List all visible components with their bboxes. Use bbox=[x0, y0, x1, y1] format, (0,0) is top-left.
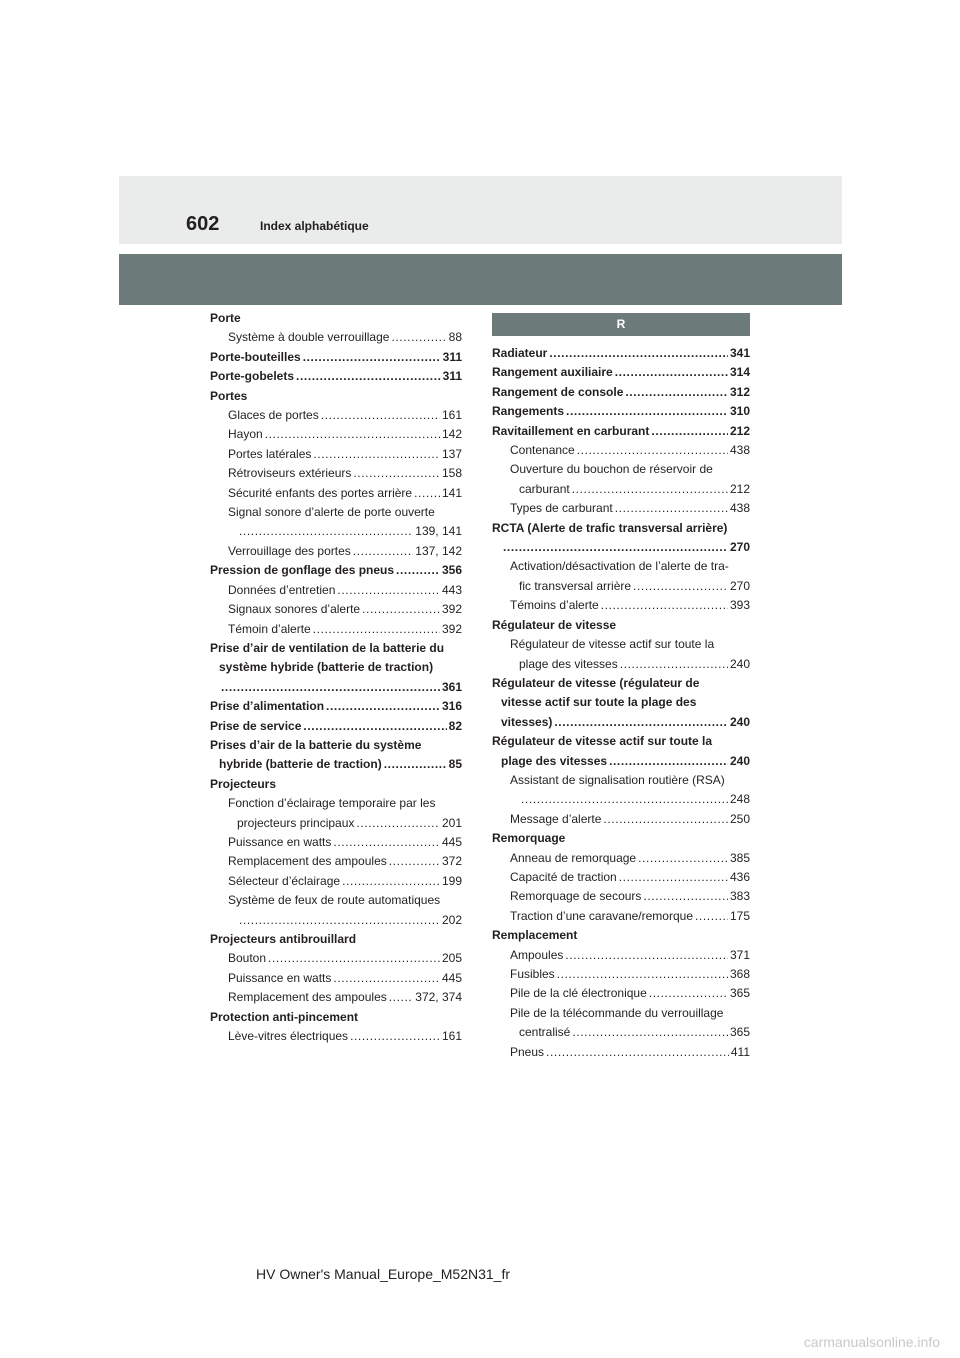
index-entry-page: 438 bbox=[729, 443, 750, 458]
dot-leader bbox=[303, 348, 441, 367]
dot-leader bbox=[296, 367, 441, 386]
index-entry-page: 248 bbox=[729, 792, 750, 807]
index-entry-term: plage des vitesses bbox=[501, 753, 608, 768]
index-entry-term: Ravitaillement en carburant bbox=[492, 423, 650, 438]
index-entry-term: Rétroviseurs extérieurs bbox=[228, 466, 352, 481]
dot-leader bbox=[625, 383, 728, 402]
index-entry bbox=[210, 988, 462, 1007]
index-entry-term: Remplacement des ampoules bbox=[228, 990, 387, 1005]
index-entry-page: 142 bbox=[441, 427, 462, 442]
index-entry bbox=[492, 480, 750, 499]
dot-leader bbox=[577, 441, 728, 460]
index-entry-term: Régulateur de vitesse actif sur toute la bbox=[510, 637, 715, 652]
index-entry bbox=[492, 383, 750, 402]
index-entry-page: 365 bbox=[729, 986, 750, 1001]
index-entry-term: carburant bbox=[519, 481, 570, 496]
dot-leader bbox=[620, 655, 728, 674]
index-entry-page: 175 bbox=[729, 908, 750, 923]
dot-leader bbox=[396, 561, 440, 580]
dot-leader bbox=[265, 425, 440, 444]
index-entry-term: Régulateur de vitesse (régulateur de bbox=[492, 675, 700, 690]
index-entry-term: Hayon bbox=[228, 427, 263, 442]
dot-leader bbox=[603, 810, 728, 829]
index-entry-page: 137, 142 bbox=[415, 543, 462, 558]
index-entry-term: Prise de service bbox=[210, 718, 302, 733]
index-entry-term: Projecteurs bbox=[210, 776, 277, 791]
page-number: 602 bbox=[186, 213, 220, 235]
index-entry bbox=[492, 849, 750, 868]
index-entry bbox=[210, 425, 462, 444]
index-entry-term: Pneus bbox=[510, 1044, 545, 1059]
index-entry bbox=[210, 387, 462, 406]
index-entry-term: Rangement auxiliaire bbox=[492, 365, 613, 380]
index-entry bbox=[492, 1043, 750, 1062]
index-entry-page: 161 bbox=[441, 408, 462, 423]
index-entry bbox=[492, 926, 750, 945]
dot-leader bbox=[615, 499, 728, 518]
index-entry-term: fic transversal arrière bbox=[519, 578, 632, 593]
dot-leader bbox=[313, 620, 440, 639]
index-entry-term: Prise d’air de ventilation de la batterie du bbox=[210, 640, 445, 655]
dot-leader bbox=[221, 678, 440, 697]
dot-leader bbox=[643, 887, 728, 906]
index-entry-page: 202 bbox=[441, 912, 462, 927]
index-entry-page: 311 bbox=[442, 349, 462, 364]
index-entry-term: Radiateur bbox=[492, 346, 548, 360]
index-entry-term: vitesses) bbox=[501, 714, 553, 729]
index-entry-page: 392 bbox=[441, 602, 462, 617]
index-entry-page: 82 bbox=[448, 718, 462, 733]
dot-leader bbox=[572, 1023, 728, 1042]
dot-leader bbox=[350, 1027, 440, 1046]
watermark: carmanualsonline.info bbox=[803, 1334, 940, 1350]
dot-leader bbox=[414, 484, 440, 503]
dot-leader bbox=[633, 577, 728, 596]
index-entry bbox=[210, 814, 462, 833]
index-entry-term: Message d’alerte bbox=[510, 811, 602, 826]
dot-leader bbox=[353, 542, 414, 561]
index-entry-term: Fusibles bbox=[510, 967, 555, 981]
index-entry bbox=[210, 872, 462, 891]
index-entry bbox=[492, 693, 750, 712]
index-entry bbox=[210, 833, 462, 852]
index-entry-term: vitesse actif sur toute la plage des bbox=[501, 695, 697, 710]
dot-leader bbox=[326, 697, 440, 716]
index-entry-term: Témoin d’alerte bbox=[228, 621, 311, 636]
index-entry-page: 240 bbox=[729, 753, 750, 768]
index-entry-term: Remorquage bbox=[492, 831, 566, 846]
index-entry bbox=[492, 829, 750, 848]
index-entry-page: 250 bbox=[729, 811, 750, 826]
dot-leader bbox=[651, 422, 728, 441]
index-entry-page: 201 bbox=[441, 815, 462, 830]
dot-leader bbox=[333, 969, 440, 988]
dot-leader bbox=[333, 833, 440, 852]
index-entry-term: Fonction d’éclairage temporaire par les bbox=[228, 796, 436, 811]
index-entry-term: Verrouillage des portes bbox=[228, 543, 351, 558]
index-entry bbox=[492, 674, 750, 693]
dot-leader bbox=[342, 872, 440, 891]
index-entry-term: Activation/désactivation de l’alerte de tra- bbox=[510, 559, 729, 574]
index-entry bbox=[492, 557, 750, 576]
footer-text: HV Owner's Manual_Europe_M52N31_fr bbox=[256, 1266, 511, 1282]
index-entry-page: 411 bbox=[730, 1044, 750, 1059]
index-entry bbox=[492, 344, 750, 363]
index-entry-page: 139, 141 bbox=[415, 524, 462, 539]
index-entry-term: Remorquage de secours bbox=[510, 889, 642, 904]
dot-leader bbox=[546, 1043, 729, 1062]
index-entry bbox=[210, 736, 462, 755]
index-entry-term: Sécurité enfants des portes arrière bbox=[228, 485, 413, 500]
index-entry bbox=[492, 713, 750, 732]
dot-leader bbox=[601, 596, 728, 615]
index-entry bbox=[210, 581, 462, 600]
index-column-right bbox=[492, 313, 750, 1062]
index-entry-term: Ouverture du bouchon de réservoir de bbox=[510, 462, 713, 477]
index-letter-bar: R bbox=[492, 313, 750, 336]
index-entry-page: 161 bbox=[441, 1029, 462, 1044]
index-entry-term: Ampoules bbox=[510, 947, 564, 962]
index-entry-page: 158 bbox=[441, 466, 462, 481]
index-entry bbox=[492, 790, 750, 809]
dot-leader bbox=[695, 907, 728, 926]
index-entry-page: 270 bbox=[729, 540, 750, 555]
dot-leader bbox=[239, 522, 413, 541]
index-entry-page: 392 bbox=[441, 621, 462, 636]
index-entry bbox=[210, 561, 462, 580]
index-entry-term: Glaces de portes bbox=[228, 408, 319, 423]
dot-leader bbox=[638, 849, 728, 868]
index-entry-page: 311 bbox=[442, 369, 462, 384]
index-entry bbox=[492, 422, 750, 441]
index-entry bbox=[210, 794, 462, 813]
index-entry bbox=[492, 460, 750, 479]
index-entry-page: 88 bbox=[448, 330, 462, 345]
index-entry bbox=[210, 522, 462, 541]
index-entry bbox=[210, 406, 462, 425]
index-entry bbox=[210, 484, 462, 503]
index-entry bbox=[210, 717, 462, 736]
index-entry-page: 445 bbox=[441, 970, 462, 985]
index-entry-term: Puissance en watts bbox=[228, 970, 332, 985]
index-entry-page: 383 bbox=[729, 889, 750, 904]
index-entry bbox=[492, 596, 750, 615]
index-entry-term: Porte-bouteilles bbox=[210, 349, 301, 364]
index-entry bbox=[492, 402, 750, 421]
index-entry bbox=[492, 519, 750, 538]
index-entry-term: Porte-gobelets bbox=[210, 369, 295, 384]
index-entry bbox=[210, 1027, 462, 1046]
index-entry-term: Régulateur de vitesse bbox=[492, 617, 617, 632]
index-entry-term: Témoins d’alerte bbox=[510, 598, 599, 613]
dot-leader bbox=[313, 445, 440, 464]
dot-leader bbox=[549, 344, 728, 363]
index-entry-term: Portes latérales bbox=[228, 446, 312, 461]
index-entry bbox=[492, 441, 750, 460]
index-entry-page: 316 bbox=[441, 699, 462, 714]
dot-leader bbox=[557, 965, 728, 984]
dot-leader bbox=[554, 713, 728, 732]
section-title: Index alphabétique bbox=[260, 219, 369, 233]
index-entry-term: Contenance bbox=[510, 443, 575, 458]
index-entry-term: Puissance en watts bbox=[228, 834, 332, 849]
index-entry-term: projecteurs principaux bbox=[237, 815, 355, 830]
index-entry bbox=[210, 367, 462, 386]
index-entry bbox=[492, 538, 750, 557]
dot-leader bbox=[268, 949, 440, 968]
index-entry bbox=[210, 600, 462, 619]
index-entry bbox=[210, 891, 462, 910]
index-entry bbox=[210, 775, 462, 794]
index-entry bbox=[210, 542, 462, 561]
index-entry-term: Pile de la clé électronique bbox=[510, 986, 647, 1001]
index-entry-page: 137 bbox=[441, 446, 462, 461]
index-entry bbox=[210, 328, 462, 347]
index-entry-term: Données d’entretien bbox=[228, 582, 336, 597]
index-entry-term: Protection anti-pincement bbox=[210, 1009, 359, 1024]
index-entry-term: Portes bbox=[210, 388, 248, 403]
index-entry bbox=[492, 1023, 750, 1042]
index-entry-term: Assistant de signalisation routière (RSA) bbox=[510, 772, 725, 787]
index-entry-page: 372, 374 bbox=[415, 990, 462, 1005]
index-entry bbox=[210, 658, 462, 677]
index-entry bbox=[492, 946, 750, 965]
index-entry bbox=[492, 810, 750, 829]
index-entry-page: 205 bbox=[441, 951, 462, 966]
index-entry-page: 310 bbox=[729, 404, 750, 419]
index-entry bbox=[210, 620, 462, 639]
index-entry-term: Sélecteur d’éclairage bbox=[228, 873, 341, 888]
index-entry-page: 85 bbox=[448, 757, 462, 772]
dot-leader bbox=[239, 911, 440, 930]
index-entry-page: 212 bbox=[729, 481, 750, 496]
index-entry-term: Pile de la télécommande du verrouillage bbox=[510, 1005, 724, 1020]
index-entry-page: 445 bbox=[441, 834, 462, 849]
index-entry bbox=[492, 655, 750, 674]
index-entry-page: 436 bbox=[729, 869, 750, 884]
index-entry bbox=[492, 907, 750, 926]
index-entry-term: Remplacement des ampoules bbox=[228, 854, 387, 869]
index-entry bbox=[210, 697, 462, 716]
index-entry-page: 356 bbox=[441, 563, 462, 578]
index-entry-page: 393 bbox=[729, 598, 750, 613]
index-entry bbox=[492, 363, 750, 382]
index-entry bbox=[492, 752, 750, 771]
dot-leader bbox=[572, 480, 728, 499]
index-entry bbox=[210, 930, 462, 949]
index-entry-term: plage des vitesses bbox=[519, 656, 618, 671]
index-entry-term: hybride (batterie de traction) bbox=[219, 757, 382, 772]
index-entry bbox=[492, 616, 750, 635]
index-entry bbox=[210, 445, 462, 464]
index-entry bbox=[210, 1008, 462, 1027]
index-entry-page: 371 bbox=[729, 947, 750, 962]
index-entry-page: 361 bbox=[441, 679, 462, 694]
dot-leader bbox=[362, 600, 440, 619]
index-entry bbox=[210, 639, 462, 658]
index-entry-term: Rangements bbox=[492, 404, 565, 419]
dot-leader bbox=[353, 464, 440, 483]
index-entry bbox=[210, 852, 462, 871]
index-entry-term: Bouton bbox=[228, 951, 267, 966]
index-entry-page: 438 bbox=[729, 501, 750, 516]
decorative-band bbox=[119, 254, 842, 305]
index-entry bbox=[210, 464, 462, 483]
header-band bbox=[119, 176, 842, 244]
index-entry bbox=[210, 678, 462, 697]
index-entry-term: Système à double verrouillage bbox=[228, 330, 390, 345]
dot-leader bbox=[565, 946, 728, 965]
index-entry-page: 368 bbox=[729, 967, 750, 981]
dot-leader bbox=[337, 581, 440, 600]
dot-leader bbox=[389, 988, 414, 1007]
dot-leader bbox=[391, 328, 446, 347]
index-entry-term: Traction d’une caravane/remorque bbox=[510, 908, 693, 923]
index-entry bbox=[492, 732, 750, 751]
index-entry bbox=[210, 969, 462, 988]
index-entry-term: Rangement de console bbox=[492, 384, 624, 399]
index-entry-page: 341 bbox=[729, 346, 750, 360]
index-entry-term: centralisé bbox=[519, 1025, 571, 1040]
index-entry-term: Pression de gonflage des pneus bbox=[210, 563, 395, 578]
index-entry-term: Porte bbox=[210, 311, 241, 325]
index-entry-term: Projecteurs antibrouillard bbox=[210, 932, 357, 946]
index-entry-term: Signaux sonores d’alerte bbox=[228, 602, 361, 617]
index-entry bbox=[210, 755, 462, 774]
dot-leader bbox=[389, 852, 440, 871]
dot-leader bbox=[566, 402, 728, 421]
index-entry bbox=[492, 965, 750, 984]
index-entry-page: 314 bbox=[729, 365, 750, 380]
index-entry-term: système hybride (batterie de traction) bbox=[219, 660, 434, 675]
index-entry-term: Capacité de traction bbox=[510, 869, 617, 884]
index-entry bbox=[210, 911, 462, 930]
index-entry bbox=[492, 771, 750, 790]
index-entry bbox=[492, 887, 750, 906]
dot-leader bbox=[384, 755, 447, 774]
index-entry bbox=[492, 1004, 750, 1023]
index-entry bbox=[210, 503, 462, 522]
index-entry bbox=[492, 577, 750, 596]
index-entry-page: 240 bbox=[729, 714, 750, 729]
index-entry-term: Régulateur de vitesse actif sur toute la bbox=[492, 734, 713, 749]
dot-leader bbox=[609, 752, 728, 771]
index-entry bbox=[492, 635, 750, 654]
index-entry bbox=[210, 348, 462, 367]
index-entry-page: 385 bbox=[729, 850, 750, 865]
index-entry bbox=[210, 949, 462, 968]
index-entry-page: 372 bbox=[441, 854, 462, 869]
dot-leader bbox=[303, 717, 446, 736]
dot-leader bbox=[649, 984, 728, 1003]
index-entry bbox=[492, 868, 750, 887]
index-entry-term: Anneau de remorquage bbox=[510, 850, 637, 865]
index-entry-page: 443 bbox=[441, 582, 462, 597]
index-entry-term: Prise d’alimentation bbox=[210, 699, 325, 714]
index-entry-term: Système de feux de route automatiques bbox=[228, 893, 441, 908]
dot-leader bbox=[503, 538, 728, 557]
index-entry-page: 312 bbox=[729, 384, 750, 399]
dot-leader bbox=[619, 868, 728, 887]
dot-leader bbox=[521, 790, 728, 809]
index-entry-term: Prises d’air de la batterie du système bbox=[210, 737, 422, 752]
index-entry-term: Types de carburant bbox=[510, 501, 613, 516]
index-entry-page: 199 bbox=[441, 873, 462, 888]
index-entry-term: Remplacement bbox=[492, 928, 578, 943]
index-entry-term: RCTA (Alerte de trafic transversal arrière) bbox=[492, 520, 728, 535]
index-column-left bbox=[210, 309, 462, 1046]
index-entry bbox=[210, 309, 462, 328]
index-entry-page: 365 bbox=[729, 1025, 750, 1040]
index-entry-page: 270 bbox=[729, 578, 750, 593]
index-entry-page: 240 bbox=[729, 656, 750, 671]
index-entry bbox=[492, 984, 750, 1003]
index-entry-page: 141 bbox=[441, 485, 462, 500]
index-entry-term: Lève-vitres électriques bbox=[228, 1029, 349, 1044]
dot-leader bbox=[615, 363, 728, 382]
index-entry-page: 212 bbox=[729, 423, 750, 438]
dot-leader bbox=[321, 406, 440, 425]
index-entry bbox=[492, 499, 750, 518]
index-entry-term: Signal sonore d’alerte de porte ouverte bbox=[228, 505, 435, 520]
dot-leader bbox=[356, 814, 440, 833]
